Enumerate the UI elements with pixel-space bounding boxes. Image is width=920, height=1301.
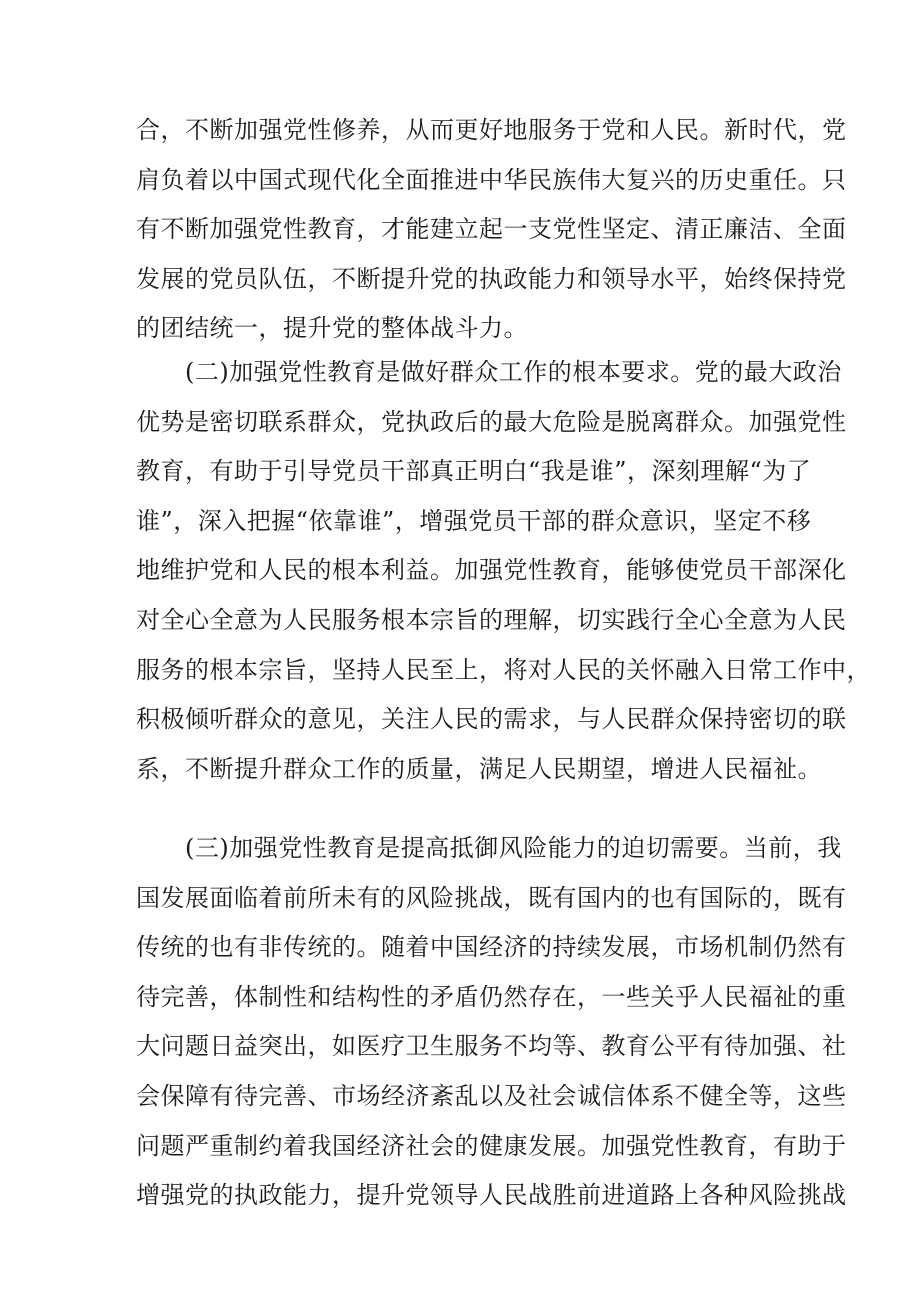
paragraph-line: 的团结统一，提升党的整体战斗力。 [136, 314, 528, 343]
paragraph-1 [136, 106, 847, 354]
paragraph-2 [136, 348, 871, 794]
paragraph-3 [136, 824, 847, 1221]
paragraph-line: 对全心全意为人民服务根本宗旨的理解，切实践行全心全意为人民 [136, 605, 847, 634]
paragraph-line: 地维护党和人民的根本利益。加强党性教育，能够使党员干部深化 [136, 556, 847, 585]
paragraph-line: (三)加强党性教育是提高抵御风险能力的迫切需要。当前，我 [136, 834, 842, 862]
paragraph-line: 待完善，体制性和结构性的矛盾仍然存在，一些关乎人民福祉的重 [136, 982, 847, 1011]
paragraph-line: 合，不断加强党性修养，从而更好地服务于党和人民。新时代，党 [136, 116, 847, 144]
paragraph-line: 教育，有助于引导党员干部真正明白“我是谁”，深刻理解“为了 [136, 457, 812, 486]
paragraph-line: 问题严重制约着我国经济社会的健康发展。加强党性教育，有助于 [136, 1131, 847, 1160]
paragraph-line: 增强党的执政能力，提升党领导人民战胜前进道路上各种风险挑战 [136, 1181, 847, 1210]
paragraph-line: 会保障有待完善、市场经济紊乱以及社会诚信体系不健全等，这些 [136, 1081, 847, 1110]
paragraph-line: 发展的党员队伍，不断提升党的执政能力和领导水平，始终保持党 [136, 264, 847, 293]
paragraph-line: 谁”，深入把握“依靠谁”，增强党员干部的群众意识，坚定不移 [136, 506, 812, 535]
paragraph-line: 系，不断提升群众工作的质量，满足人民期望，增进人民福祉。 [136, 754, 822, 783]
paragraph-line: 肩负着以中国式现代化全面推进中华民族伟大复兴的历史重任。只 [136, 165, 847, 194]
paragraph-line: 国发展面临着前所未有的风险挑战，既有国内的也有国际的，既有 [136, 883, 847, 912]
paragraph-line: (二)加强党性教育是做好群众工作的根本要求。党的最大政治 [136, 358, 842, 386]
paragraph-line: 大问题日益突出，如医疗卫生服务不均等、教育公平有待加强、社 [136, 1032, 847, 1061]
paragraph-line: 优势是密切联系群众，党执政后的最大危险是脱离群众。加强党性 [136, 407, 847, 436]
paragraph-line: 积极倾听群众的意见，关注人民的需求，与人民群众保持密切的联 [136, 705, 847, 734]
paragraph-line: 有不断加强党性教育，才能建立起一支党性坚定、清正廉洁、全面 [136, 215, 847, 244]
paragraph-line: 服务的根本宗旨，坚持人民至上，将对人民的关怀融入日常工作中， [136, 655, 871, 684]
paragraph-line: 传统的也有非传统的。随着中国经济的持续发展，市场机制仍然有 [136, 933, 847, 962]
